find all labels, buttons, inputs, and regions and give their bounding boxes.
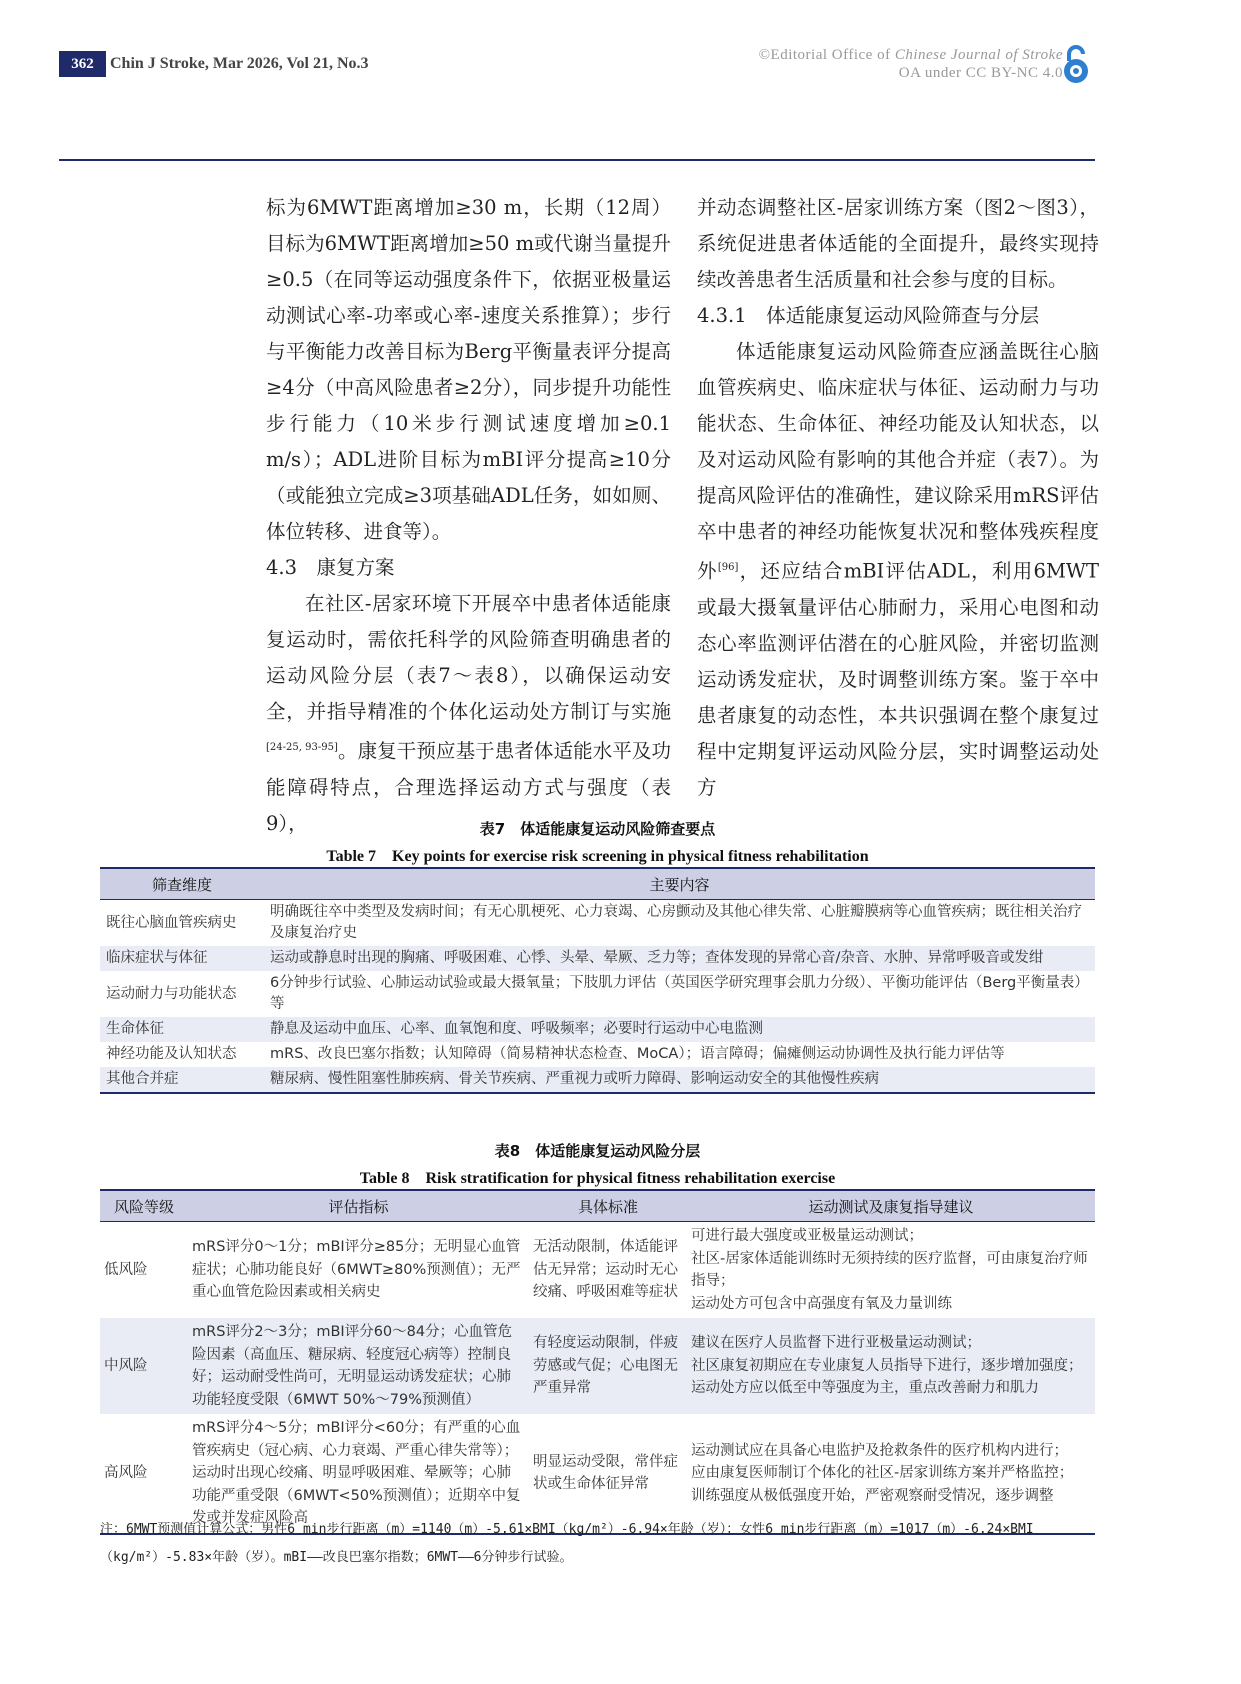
table7-cell: 临床症状与体征 [100, 946, 264, 971]
section-heading-4-3-1: 4.3.1 体适能康复运动风险筛查与分层 [697, 304, 1040, 327]
page-number: 362 [59, 51, 106, 77]
advice-line: 应由康复医师制订个体化的社区-居家训练方案并严格监控； [691, 1465, 1074, 1481]
advice-line: 可进行最大强度或亚极量运动测试； [691, 1228, 923, 1244]
table7-cell: 明确既往卒中类型及发病时间；有无心肌梗死、心力衰竭、心房颤动及其他心律失常、心脏瓣膜病等心血管疾病；既往相关治疗及康复治疗史 [270, 904, 1082, 941]
table7-header-dimension: 筛查维度 [100, 868, 264, 900]
table7-cell: 生命体征 [100, 1017, 264, 1042]
table-row [100, 971, 1095, 1017]
table7-caption [100, 818, 1095, 866]
table7-cell: 既往心脑血管疾病史 [106, 914, 237, 931]
risk-criteria: 明显运动受限，常伴症状或生命体征异常 [533, 1453, 678, 1493]
risk-criteria: 无活动限制，体适能评估无异常；运动时无心绞痛、呼吸困难等症状 [533, 1239, 678, 1301]
risk-criteria: 有轻度运动限制，伴疲劳感或气促；心电图无严重异常 [529, 1318, 687, 1414]
table7-header-content: 主要内容 [264, 868, 1095, 900]
header-rule [59, 159, 1095, 161]
risk-advice [687, 1318, 1095, 1414]
table-row [100, 1017, 1095, 1042]
table8-header-advice: 运动测试及康复指导建议 [687, 1190, 1095, 1222]
journal-citation: Chin J Stroke, Mar 2026, Vol 21, No.3 [110, 55, 369, 72]
table7-cell: 6分钟步行试验、心肺运动试验或最大摄氧量；下肢肌力评估（英国医学研究理事会肌力分级）、平衡功能评估（Berg平衡量表）等 [270, 975, 1089, 1012]
table7-cell: 其他合并症 [100, 1067, 264, 1093]
table7 [100, 867, 1095, 1094]
paragraph-text: 。康复干预应基于患者体适能水平及功能障碍特点，合理选择运动方式与强度（表9）， [266, 739, 671, 835]
paragraph-text: 在社区-居家环境下开展卒中患者体适能康复运动时，需依托科学的风险筛查明确患者的运动风险分层（表7～表8），以确保运动安全，并指导精准的个体化运动处方制订与实施 [266, 592, 671, 723]
section-heading-4-3: 4.3 康复方案 [266, 556, 395, 579]
table7-caption-zh: 表7 体适能康复运动风险筛查要点 [479, 820, 716, 838]
table8-header-criteria: 具体标准 [529, 1190, 687, 1222]
table8-header-level: 风险等级 [100, 1190, 188, 1222]
citation-ref: [96] [717, 562, 739, 573]
copyright-journal: Chinese Journal of Stroke [894, 47, 1063, 63]
advice-line: 建议在医疗人员监督下进行亚极量运动测试； [691, 1335, 981, 1352]
table7-cell: 神经功能及认知状态 [106, 1046, 237, 1062]
paragraph-continuation: 并动态调整社区-居家训练方案（图2～图3），系统促进患者体适能的全面提升，最终实现持续改善患者生活质量和社会参与度的目标。 [697, 196, 1099, 291]
table-row [100, 1318, 1095, 1414]
table7-cell: 运动耐力与功能状态 [106, 985, 237, 1002]
advice-line: 运动处方应以低至中等强度为主，重点改善耐力和肌力 [691, 1380, 1039, 1397]
paragraph-risk-screening [697, 334, 1099, 806]
body-column-left [266, 190, 671, 842]
copyright-prefix: ©Editorial Office of [758, 47, 895, 63]
advice-line: 运动测试应在具备心电监护及抢救条件的医疗机构内进行； [691, 1442, 1068, 1459]
risk-level: 中风险 [100, 1318, 188, 1414]
table7-cell: 糖尿病、慢性阻塞性肺疾病、骨关节疾病、严重视力或听力障碍、影响运动安全的其他慢性疾病 [264, 1067, 1095, 1093]
license-text: OA under CC BY-NC 4.0 [898, 65, 1063, 81]
risk-level: 高风险 [104, 1465, 148, 1481]
paragraph-text: 体适能康复运动风险筛查应涵盖既往心脑血管疾病史、临床症状与体征、运动耐力与功能状态、生命体征、神经功能及认知状态，以及对运动风险有影响的其他合并症（表7）。为提高风险评估的准确性，建议除采用mRS评估卒中患者的神经功能恢复状况和整体残疾程度外 [697, 340, 1099, 583]
copyright-notice [759, 46, 1063, 82]
citation-ref: [24-25, 93-95] [266, 742, 338, 753]
advice-line: 社区康复初期应在专业康复人员指导下进行，逐步增加强度； [691, 1357, 1083, 1374]
table-row [100, 1222, 1095, 1319]
open-access-icon [1060, 43, 1092, 85]
body-column-right [697, 190, 1099, 806]
table8-header-indicators: 评估指标 [188, 1190, 529, 1222]
table7-cell: 静息及运动中血压、心率、血氧饱和度、呼吸频率；必要时行运动中心电监测 [264, 1017, 1095, 1042]
table-row [100, 1067, 1095, 1093]
risk-advice [687, 1222, 1095, 1319]
paragraph-goals: 标为6MWT距离增加≥30 m，长期（12周）目标为6MWT距离增加≥50 m或代谢当量提升≥0.5（在同等运动强度条件下，依据亚极量运动测试心率-功率或心率-速度关系推算）；步行与平衡能力改善目标为Berg平衡量表评分提高≥4分（中高风险患者≥2分），同步提升功能性步行能力（10米步行测试速度增加≥0.1 m/s）；ADL进阶目标为mBI评分提高≥10分（或能独立完成≥3项基础ADL任务，如如厕、体位转移、进食等）。 [266, 196, 671, 543]
table-row [100, 900, 1095, 947]
advice-line: 训练强度从极低强度开始，严密观察耐受情况，逐步调整 [691, 1487, 1054, 1504]
table7-cell: mRS、改良巴塞尔指数；认知障碍（简易精神状态检查、MoCA）；语言障碍；偏瘫侧运动协调性及执行能力评估等 [270, 1046, 1005, 1062]
table7-cell: 运动或静息时出现的胸痛、呼吸困难、心悸、头晕、晕厥、乏力等；查体发现的异常心音/杂音、水肿、异常呼吸音或发绀 [264, 946, 1095, 971]
table8-caption [100, 1140, 1095, 1188]
advice-line: 社区-居家体适能训练时无须持续的医疗监督，可由康复治疗师指导； [691, 1250, 1088, 1289]
paragraph-rehab-intro [266, 586, 671, 842]
risk-indicators: mRS评分0～1分；mBI评分≥85分；无明显心血管症状；心肺功能良好（6MWT≥80%预测值）；无严重心血管危险因素或相关病史 [192, 1239, 521, 1301]
risk-indicators: mRS评分4～5分；mBI评分<60分；有严重的心血管疾病史（冠心病、心力衰竭、严重心律失常等）；运动时出现心绞痛、明显呼吸困难、晕厥等；心肺功能严重受限（6MWT<50%预测值）；近期卒中复发或并发症风险高 [192, 1420, 521, 1526]
paragraph-text: ，还应结合mBI评估ADL，利用6MWT或最大摄氧量评估心肺耐力，采用心电图和动态心率监测评估潜在的心脏风险，并密切监测运动诱发症状，及时调整训练方案。鉴于卒中患者康复的动态性，本共识强调在整个康复过程中定期复评运动风险分层，实时调整运动处方 [697, 559, 1099, 799]
risk-indicators: mRS评分2～3分；mBI评分60～84分；心血管危险因素（高血压、糖尿病、轻度冠心病等）控制良好；运动耐受性尚可，无明显运动诱发症状；心肺功能轻度受限（6MWT 50%～79%预测值） [188, 1318, 529, 1414]
table8-caption-en: Table 8 Risk stratification for physical fitness rehabilitation exercise [359, 1170, 836, 1187]
table8-note: 注：6MWT预测值计算公式：男性6 min步行距离（m）=1140（m）-5.61×BMI（kg/m²）-6.94×年龄（岁）；女性6 min步行距离（m）=1017（m）-6.24×BMI（kg/m²）-5.83×年龄（岁）。mBI——改良巴塞尔指数；6MWT——6分钟步行试验。 [100, 1522, 1034, 1565]
table-row [100, 1042, 1095, 1067]
table8-caption-zh: 表8 体适能康复运动风险分层 [494, 1142, 701, 1160]
risk-level: 低风险 [104, 1261, 148, 1278]
table8 [100, 1189, 1095, 1535]
table7-caption-en: Table 7 Key points for exercise risk screening in physical fitness rehabilitation [326, 848, 869, 865]
table-row [100, 946, 1095, 971]
advice-line: 运动处方可包含中高强度有氧及力量训练 [691, 1295, 952, 1312]
